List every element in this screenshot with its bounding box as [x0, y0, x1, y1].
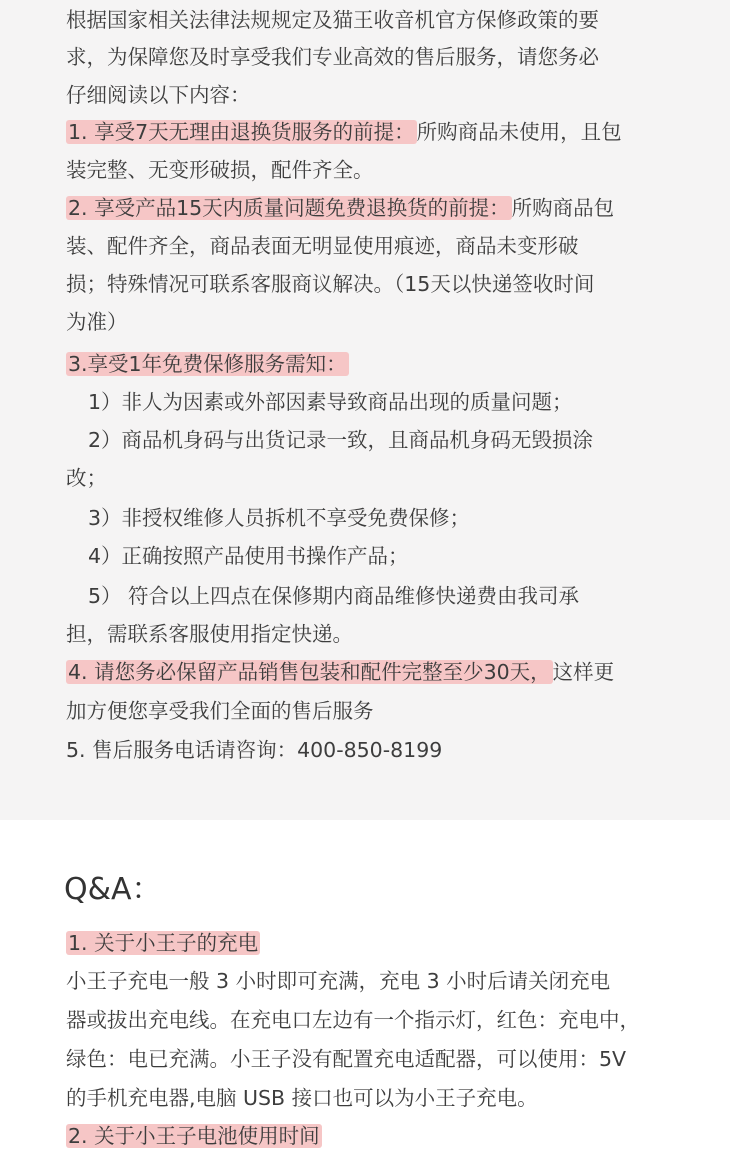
intro-line: 根据国家相关法律法规规定及猫王收音机官方保修政策的要 — [66, 8, 599, 32]
qa-title: Q&A： — [64, 872, 162, 907]
qa-question-1-highlight: 1. 关于小王子的充电 — [68, 931, 259, 955]
intro-line: 求，为保障您及时享受我们专业高效的售后服务，请您务必 — [66, 45, 599, 69]
policy-item-2-cont: 装、配件齐全，商品表面无明显使用痕迹，商品未变形破 — [66, 234, 579, 258]
policy-item-1-cont: 装完整、无变形破损，配件齐全。 — [66, 158, 374, 182]
qa-answer-1-line: 小王子充电一般 3 小时即可充满，充电 3 小时后请关闭充电 — [66, 969, 611, 993]
policy-item-3-sub: 5） 符合以上四点在保修期内商品维修快递费由我司承 — [88, 584, 580, 608]
qa-answer-1-line: 器或拔出充电线。在充电口左边有一个指示灯，红色：充电中， — [66, 1008, 640, 1032]
policy-item-4-highlight: 4. 请您务必保留产品销售包装和配件完整至少30天， — [68, 660, 551, 684]
policy-item-3-sub: 2）商品机身码与出货记录一致，且商品机身码无毁损涂 — [88, 428, 594, 452]
policy-item-4-text: 这样更 — [552, 660, 615, 684]
policy-item-2 — [66, 190, 666, 226]
policy-item-2-highlight: 2. 享受产品15天内质量问题免费退换货的前提： — [68, 196, 510, 220]
qa-answer-1-line: 的手机充电器,电脑 USB 接口也可以为小王子充电。 — [66, 1086, 538, 1110]
policy-item-3-sub: 1）非人为因素或外部因素导致商品出现的质量问题； — [88, 390, 573, 414]
policy-item-3 — [66, 346, 666, 382]
qa-question-1 — [66, 925, 666, 961]
qa-question-2 — [66, 1118, 666, 1154]
policy-item-3-sub-cont: 改； — [66, 466, 107, 490]
policy-item-2-text: 所购商品包 — [511, 196, 615, 220]
policy-item-1-text: 所购商品未使用，且包 — [416, 120, 622, 144]
policy-item-2-cont: 为准） — [66, 310, 128, 334]
policy-item-3-sub: 4）正确按照产品使用书操作产品； — [88, 544, 409, 568]
policy-item-2-cont: 损；特殊情况可联系客服商议解决。（15天以快递签收时间 — [66, 272, 595, 296]
policy-item-1-highlight: 1. 享受7天无理由退换货服务的前提： — [68, 120, 415, 144]
intro-line: 仔细阅读以下内容： — [66, 83, 251, 107]
policy-item-5-service-phone: 5. 售后服务电话请咨询：400-850-8199 — [66, 738, 443, 762]
policy-item-3-sub: 3）非授权维修人员拆机不享受免费保修； — [88, 506, 471, 530]
policy-item-4 — [66, 654, 666, 690]
policy-item-3-highlight: 3.享受1年免费保修服务需知： — [68, 352, 347, 376]
policy-item-1 — [66, 114, 666, 150]
policy-item-3-sub-cont: 担，需联系客服使用指定快递。 — [66, 622, 353, 646]
policy-item-4-cont: 加方便您享受我们全面的售后服务 — [66, 699, 374, 723]
qa-question-2-highlight: 2. 关于小王子电池使用时间 — [68, 1124, 320, 1148]
qa-answer-1-line: 绿色：电已充满。小王子没有配置充电适配器，可以使用：5V — [66, 1047, 627, 1071]
